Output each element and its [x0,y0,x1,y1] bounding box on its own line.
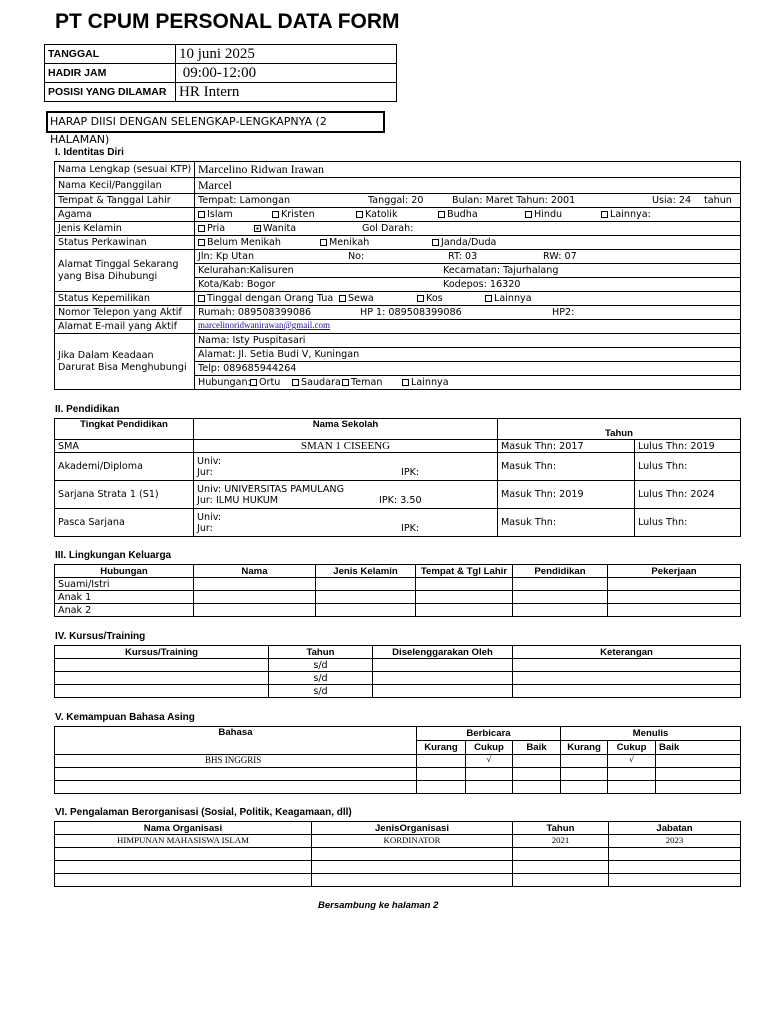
col-jenis-organisasi: JenisOrganisasi [312,822,513,835]
table-cell[interactable] [513,781,561,794]
kepemilikan-label: Status Kepemilikan [55,292,195,306]
agama-budha[interactable] [438,209,525,220]
checkbox-checked-icon [254,225,261,232]
kodepos: Kodepos: 16320 [443,279,521,290]
school-sma-field[interactable]: SMAN 1 CISEENG [194,440,498,453]
table-cell[interactable] [513,848,609,861]
agama-option-label: Hindu [534,209,563,220]
masuk-s1-field[interactable]: Masuk Thn: 2019 [498,481,635,509]
agama-option-label: Budha [447,209,478,220]
table-cell[interactable] [466,781,513,794]
status-perkawinan-label: Status Perkawinan [55,236,195,250]
nama-lengkap-label: Nama Lengkap (sesuai KTP) [55,162,195,178]
table-cell[interactable] [608,768,656,781]
darurat-telp-field[interactable]: Telp: 089685944264 [195,362,741,376]
table-row [55,685,741,698]
section-bahasa-title: V. Kemampuan Bahasa Asing [55,712,195,723]
table-cell[interactable] [608,578,741,591]
table-cell[interactable] [513,861,609,874]
col-nama-sekolah: Nama Sekolah [194,419,498,440]
table-cell[interactable] [417,768,466,781]
hubungan-label: Hubungan: [198,377,251,388]
table-cell[interactable] [608,591,741,604]
school-s1-field[interactable] [194,481,498,509]
telepon-rumah: Rumah: 089508399086 [198,307,312,318]
checkbox-icon [198,295,205,302]
table-cell[interactable] [316,591,416,604]
jenis-kelamin-options [195,222,741,236]
section-keluarga-title: III. Lingkungan Keluarga [55,550,172,561]
school-pasca-field[interactable] [194,509,498,537]
col-menulis-baik: Baik [656,741,741,755]
table-cell[interactable] [609,861,741,874]
continued-note: Bersambung ke halaman 2 [318,900,439,911]
agama-katolik[interactable] [356,209,438,220]
section-identitas-title: I. Identitas Diri [55,147,124,158]
table-cell[interactable] [513,768,561,781]
section-kursus-title: IV. Kursus/Training [55,631,146,642]
form-title: PT CPUM PERSONAL DATA FORM [55,10,400,33]
gol-darah-field[interactable]: Gol Darah: [362,223,414,234]
hubungan-teman[interactable] [342,377,402,388]
col-tahun-kursus: Tahun [269,646,373,659]
hubungan-option-label: Lainnya [411,377,449,388]
posisi-field[interactable]: HR Intern [176,83,397,102]
table-cell[interactable] [513,755,561,768]
darurat-nama-field[interactable]: Nama: Isty Puspitasari [195,334,741,348]
nama-kecil-field[interactable]: Marcel [195,178,741,194]
status-menikah[interactable] [320,237,432,248]
jur-diploma: Jur: [197,466,213,478]
col-jenis-kelamin: Jenis Kelamin [316,565,416,578]
table-row [55,781,741,794]
checkbox-icon [417,295,424,302]
row-label: Anak 2 [55,604,194,617]
table-cell[interactable] [417,755,466,768]
darurat-label: Jika Dalam Keadaan Darurat Bisa Menghubungi [55,334,195,390]
table-cell[interactable] [513,604,608,617]
nama-kecil-label: Nama Kecil/Panggilan [55,178,195,194]
pendidikan-table [54,418,741,537]
email-field[interactable] [195,320,741,334]
rw: RW: 07 [543,251,577,262]
kepemilikan-option-label: Sewa [348,293,374,304]
univ-diploma: Univ: [197,455,222,467]
checkbox-icon [198,225,205,232]
table-cell[interactable] [513,659,741,672]
lulus-sma-field[interactable]: Lulus Thn: 2019 [635,440,741,453]
table-cell[interactable] [656,755,741,768]
hubungan-option-label: Saudara [301,377,341,388]
telepon-label: Nomor Telepon yang Aktif [55,306,195,320]
kepemilikan-option-label: Tinggal dengan Orang Tua [207,293,334,304]
table-cell[interactable] [609,874,741,887]
level-s1: Sarjana Strata 1 (S1) [55,481,194,509]
tahun-sd[interactable]: s/d [269,685,373,698]
table-cell[interactable] [417,781,466,794]
level-diploma: Akademi/Diploma [55,453,194,481]
table-cell[interactable] [312,861,513,874]
jk-option-label: Pria [207,223,226,234]
table-cell[interactable] [373,672,513,685]
status-option-label: Janda/Duda [441,237,497,248]
masuk-diploma-field[interactable]: Masuk Thn: [498,453,635,481]
lulus-s1-field[interactable]: Lulus Thn: 2024 [635,481,741,509]
table-cell[interactable] [55,685,269,698]
table-row [55,755,741,768]
agama-option-label: Islam [207,209,233,220]
table-cell[interactable] [513,874,609,887]
col-berbicara-cukup: Cukup [466,741,513,755]
checkbox-icon [272,211,279,218]
table-cell[interactable] [316,578,416,591]
telepon-hp2: HP2: [552,307,575,318]
hadir-jam-field[interactable]: 09:00-12:00 [176,64,397,83]
nama-lengkap-field[interactable]: Marcelino Ridwan Irawan [195,162,741,178]
posisi-label: POSISI YANG DILAMAR [45,83,176,102]
agama-label: Agama [55,208,195,222]
checkbox-icon [292,379,299,386]
identitas-table [54,161,741,390]
agama-hindu[interactable] [525,209,601,220]
checkbox-icon [432,239,439,246]
hubungan-saudara[interactable] [292,377,342,388]
kepemilikan-option-label: Kos [426,293,443,304]
table-cell[interactable] [608,781,656,794]
masuk-pasca-field[interactable]: Masuk Thn: [498,509,635,537]
organisasi-table [54,821,741,887]
checkbox-icon [342,379,349,386]
table-cell[interactable] [194,578,316,591]
section-pendidikan-title: II. Pendidikan [55,404,120,415]
col-pekerjaan: Pekerjaan [608,565,741,578]
col-menulis: Menulis [561,727,741,741]
kepemilikan-option-label: Lainnya [494,293,532,304]
table-cell[interactable] [373,659,513,672]
table-cell[interactable] [55,861,312,874]
col-berbicara-kurang: Kurang [417,741,466,755]
table-cell[interactable] [513,578,608,591]
jk-pria[interactable] [198,223,254,234]
table-cell[interactable] [55,781,417,794]
checkbox-icon [601,211,608,218]
bahasa-table [54,726,741,794]
col-tingkat: Tingkat Pendidikan [55,419,194,440]
table-cell[interactable] [513,591,608,604]
hubungan-ortu[interactable] [250,377,292,388]
organisasi-jenis[interactable]: KORDINATOR [312,835,513,848]
tahun-sd[interactable]: s/d [269,672,373,685]
hubungan-lainnya[interactable] [402,377,449,388]
organisasi-tahun[interactable]: 2021 [513,835,609,848]
univ-s1: Univ: UNIVERSITAS PAMULANG [197,483,345,495]
hadir-jam-label: HADIR JAM [45,64,176,83]
ipk-s1: IPK: 3.50 [379,494,422,506]
col-tahun: Tahun [498,419,741,440]
section-organisasi-title: VI. Pengalaman Berorganisasi (Sosial, Politik, Keagamaan, dll) [55,807,352,818]
table-cell[interactable] [55,672,269,685]
tahun-sd[interactable]: s/d [269,659,373,672]
alamat-kelurahan-field[interactable] [195,264,741,278]
table-row [55,604,741,617]
jk-option-label: Wanita [263,223,297,234]
table-cell[interactable] [513,685,741,698]
table-cell[interactable] [656,781,741,794]
table-cell[interactable] [55,659,269,672]
agama-options [195,208,741,222]
checkbox-icon [198,211,205,218]
table-cell[interactable] [561,768,608,781]
masuk-sma-field[interactable]: Masuk Thn: 2017 [498,440,635,453]
checkbox-icon [198,239,205,246]
col-bahasa: Bahasa [55,727,417,755]
col-nama-organisasi: Nama Organisasi [55,822,312,835]
table-cell[interactable] [373,685,513,698]
berbicara-cukup-check[interactable]: √ [466,755,513,768]
telepon-hp1: HP 1: 089508399086 [360,307,462,318]
tanggal-label: TANGGAL [45,45,176,64]
table-cell[interactable] [656,768,741,781]
checkbox-icon [402,379,409,386]
col-pendidikan: Pendidikan [513,565,608,578]
table-cell[interactable] [513,672,741,685]
organisasi-jabatan[interactable]: 2023 [609,835,741,848]
level-pasca: Pasca Sarjana [55,509,194,537]
col-kursus: Kursus/Training [55,646,269,659]
col-keterangan: Keterangan [513,646,741,659]
col-tahun-organisasi: Tahun [513,822,609,835]
tempat-lahir: Tempat: Lamongan [198,195,291,206]
table-row [55,861,741,874]
table-row [55,874,741,887]
email-link[interactable]: marcelinoridwanirawan@gmail.com [198,320,330,330]
table-cell[interactable] [416,591,513,604]
col-nama: Nama [194,565,316,578]
agama-option-label: Kristen [281,209,315,220]
jln: Jln: Kp Utan [198,251,255,262]
table-cell[interactable] [55,874,312,887]
school-diploma-field[interactable] [194,453,498,481]
table-row [55,659,741,672]
kepemilikan-lainnya[interactable] [485,293,532,304]
table-row [55,578,741,591]
row-label: Anak 1 [55,591,194,604]
kota: Kota/Kab: Bogor [198,279,276,290]
col-jabatan: Jabatan [609,822,741,835]
col-berbicara-baik: Baik [513,741,561,755]
table-cell[interactable] [466,768,513,781]
level-sma: SMA [55,440,194,453]
col-menulis-kurang: Kurang [561,741,608,755]
row-label: Suami/Istri [55,578,194,591]
checkbox-icon [320,239,327,246]
status-janda-duda[interactable] [432,237,496,248]
hubungan-option-label: Teman [351,377,383,388]
table-row [55,848,741,861]
table-cell[interactable] [312,848,513,861]
hubungan-option-label: Ortu [259,377,281,388]
jur-s1: Jur: ILMU HUKUM [197,494,279,506]
kepemilikan-kos[interactable] [417,293,485,304]
kelurahan: Kelurahan:Kalisuren [198,265,294,276]
table-row [55,591,741,604]
col-ttl: Tempat & Tgl Lahir [416,565,513,578]
usia: Usia: 24 [652,195,692,206]
ttl-label: Tempat & Tanggal Lahir [55,194,195,208]
lulus-pasca-field[interactable]: Lulus Thn: [635,509,741,537]
bahasa-name[interactable]: BHS INGGRIS [55,755,417,768]
lulus-diploma-field[interactable]: Lulus Thn: [635,453,741,481]
rt: RT: 03 [448,251,478,262]
darurat-alamat-field[interactable]: Alamat: Jl. Setia Budi V, Kuningan [195,348,741,362]
tanggal-field[interactable]: 10 juni 2025 [176,45,397,64]
checkbox-icon [250,379,257,386]
alamat-kota-field[interactable] [195,278,741,292]
header-table [44,44,397,102]
kecamatan: Kecamatan: Tajurhalang [443,265,559,276]
checkbox-icon [525,211,532,218]
hubungan-options [195,376,741,390]
univ-pasca: Univ: [197,511,222,523]
col-menulis-cukup: Cukup [608,741,656,755]
status-perkawinan-options [195,236,741,250]
agama-option-label: Lainnya: [610,209,651,220]
table-cell[interactable] [561,755,608,768]
status-belum-menikah[interactable] [198,237,320,248]
kepemilikan-options [195,292,741,306]
table-row [55,672,741,685]
table-cell[interactable] [416,604,513,617]
status-option-label: Menikah [329,237,370,248]
status-option-label: Belum Menikah [207,237,281,248]
menulis-cukup-check[interactable]: √ [608,755,656,768]
table-row [55,768,741,781]
alamat-jln-field[interactable] [195,250,741,264]
usia-unit: tahun [704,195,732,206]
ttl-field[interactable] [195,194,741,208]
checkbox-icon [339,295,346,302]
agama-kristen[interactable] [272,209,356,220]
bulan-tahun-lahir: Bulan: Maret Tahun: 2001 [452,195,576,206]
table-cell[interactable] [609,848,741,861]
table-cell[interactable] [312,874,513,887]
checkbox-icon [485,295,492,302]
alamat-label: Alamat Tinggal Sekarang yang Bisa Dihubungi [55,250,195,292]
organisasi-nama[interactable]: HIMPUNAN MAHASISWA ISLAM [55,835,312,848]
fill-notice: HARAP DIISI DENGAN SELENGKAP-LENGKAPNYA (2 HALAMAN) [46,111,385,133]
table-cell[interactable] [316,604,416,617]
table-row [55,835,741,848]
tanggal-lahir: Tanggal: 20 [368,195,424,206]
agama-option-label: Katolik [365,209,398,220]
checkbox-icon [438,211,445,218]
jenis-kelamin-label: Jenis Kelamin [55,222,195,236]
jk-wanita[interactable] [254,223,362,234]
agama-lainnya[interactable] [601,209,651,220]
email-label: Alamat E-mail yang Aktif [55,320,195,334]
table-cell[interactable] [561,781,608,794]
kepemilikan-ortu[interactable] [198,293,339,304]
table-cell[interactable] [55,768,417,781]
ipk-pasca: IPK: [401,522,420,534]
kursus-table [54,645,741,698]
table-cell[interactable] [608,604,741,617]
jur-pasca: Jur: [197,522,213,534]
checkbox-icon [356,211,363,218]
no-rumah: No: [348,251,365,262]
table-cell[interactable] [194,591,316,604]
keluarga-table [54,564,741,617]
col-berbicara: Berbicara [417,727,561,741]
ipk-diploma: IPK: [401,466,420,478]
table-cell[interactable] [55,848,312,861]
telepon-field[interactable] [195,306,741,320]
kepemilikan-sewa[interactable] [339,293,417,304]
col-penyelenggara: Diselenggarakan Oleh [373,646,513,659]
col-hubungan: Hubungan [55,565,194,578]
table-cell[interactable] [416,578,513,591]
table-cell[interactable] [194,604,316,617]
agama-islam[interactable] [198,209,272,220]
